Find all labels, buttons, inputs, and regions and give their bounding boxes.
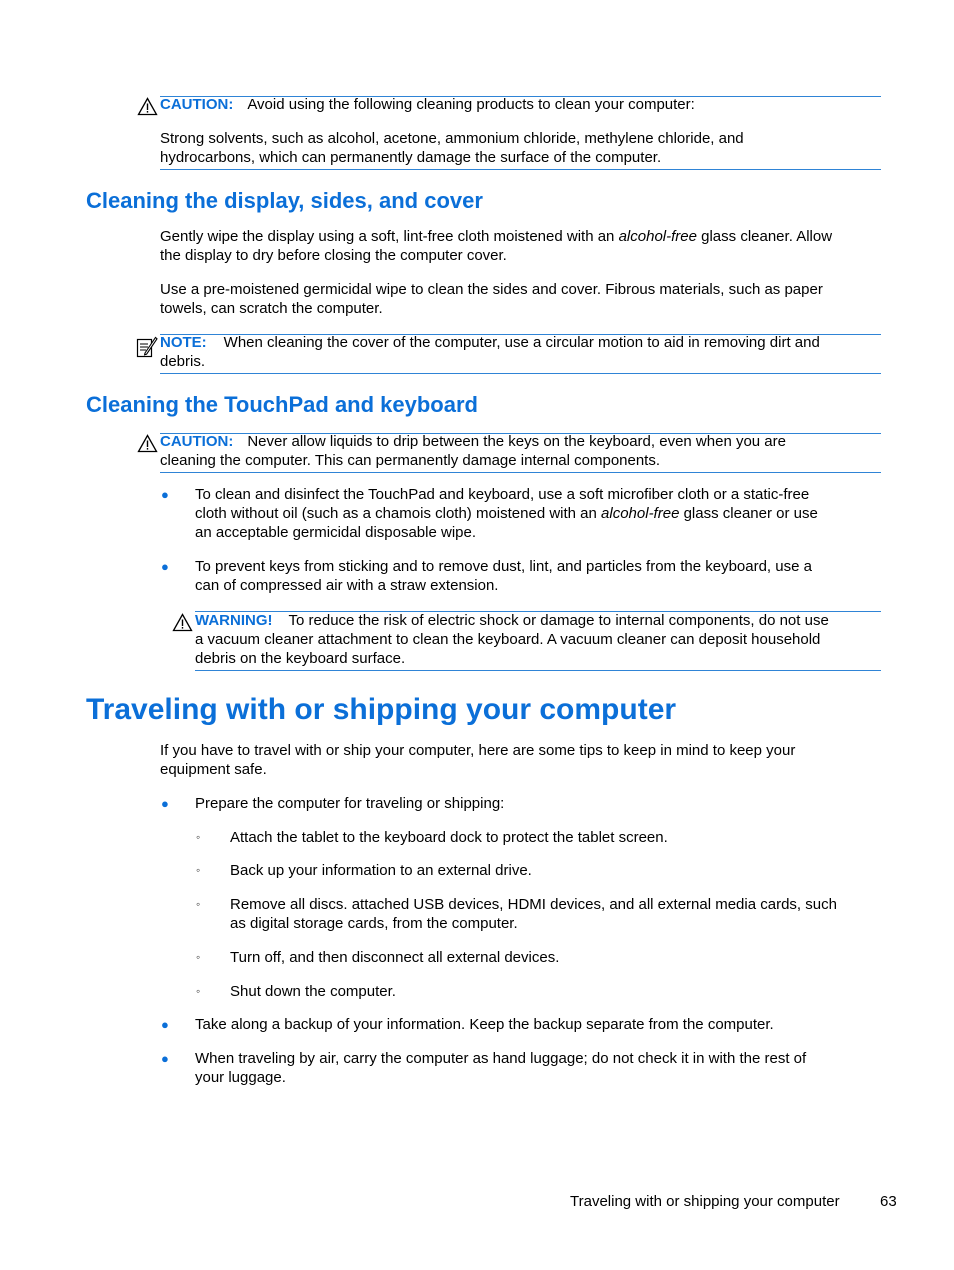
paragraph-wipe-display: Gently wipe the display using a soft, lint-free cloth moistened with an alcohol-free glass cleaner. Allow the display to dry before closing the computer cover.: [160, 228, 833, 264]
caution-text: CAUTION: Never allow liquids to drip between the keys on the keyboard, even when you are cleaning the computer. This can permanently damage internal components.: [160, 433, 786, 469]
list-item-compressed-air: To prevent keys from sticking and to remove dust, lint, and particles from the keyboard, use a can of compressed air with a straw extension.: [195, 558, 812, 594]
caution-label: CAUTION:: [160, 433, 234, 450]
note-icon: [136, 335, 158, 359]
list-item-disinfect: To clean and disinfect the TouchPad and keyboard, use a soft microfiber cloth or a static-free cloth without oil (such as a chamois cloth) moistened with an alcohol-free glass cleaner or use an acceptable germicidal disposable wipe.: [195, 486, 818, 541]
sub-bullet-icon: ◦: [196, 984, 201, 998]
sub-bullet-icon: ◦: [196, 830, 201, 844]
warning-bottom-rule: [195, 670, 881, 671]
footer-title: Traveling with or shipping your computer: [570, 1193, 840, 1210]
caution-icon: [137, 434, 158, 453]
note-label: NOTE:: [160, 334, 207, 351]
sub-list-item: Back up your information to an external drive.: [230, 862, 532, 879]
paragraph-intro: If you have to travel with or ship your computer, here are some tips to keep in mind to keep your equipment safe.: [160, 742, 796, 778]
section-heading-touchpad: Cleaning the TouchPad and keyboard: [86, 392, 478, 417]
warning-label: WARNING!: [195, 612, 273, 629]
bullet-icon: ●: [161, 796, 169, 811]
list-item-air-travel: When traveling by air, carry the computer as hand luggage; do not check it in with the rest of your luggage.: [195, 1050, 807, 1086]
paragraph-germicidal-wipe: Use a pre-moistened germicidal wipe to clean the sides and cover. Fibrous materials, such as paper towels, can scratch the computer.: [160, 281, 823, 317]
list-item-prepare: Prepare the computer for traveling or shipping:: [195, 795, 505, 812]
caution-body-line: Strong solvents, such as alcohol, acetone, ammonium chloride, methylene chloride, and: [160, 130, 744, 147]
warning-icon: [172, 613, 193, 632]
section-heading-display: Cleaning the display, sides, and cover: [86, 188, 483, 213]
sub-list-item: Shut down the computer.: [230, 983, 396, 1000]
sub-bullet-icon: ◦: [196, 897, 201, 911]
sub-list-item: Turn off, and then disconnect all external devices.: [230, 949, 560, 966]
caution-body: [160, 129, 744, 167]
bullet-icon: ●: [161, 559, 169, 574]
bullet-icon: ●: [161, 1017, 169, 1032]
caution-text: Avoid using the following cleaning products to clean your computer:: [247, 96, 695, 113]
caution-bottom-rule: [160, 472, 881, 473]
list-item-backup: Take along a backup of your information. Keep the backup separate from the computer.: [195, 1016, 774, 1033]
bullet-icon: ●: [161, 1051, 169, 1066]
warning-text: WARNING! To reduce the risk of electric shock or damage to internal components, do not use a vacuum cleaner attachment to clean the keyboard. A vacuum cleaner can deposit household debris on the keyboard surface.: [195, 612, 829, 667]
page-number: 63: [880, 1193, 897, 1210]
note-bottom-rule: [160, 373, 881, 374]
caution-bottom-rule: [160, 169, 881, 170]
caution-icon: [137, 97, 158, 116]
caution-label: CAUTION:: [160, 96, 234, 113]
chapter-heading: Traveling with or shipping your computer: [86, 693, 677, 726]
caution-body-line: hydrocarbons, which can permanently damage the surface of the computer.: [160, 149, 662, 166]
bullet-icon: ●: [161, 487, 169, 502]
sub-list-item: Attach the tablet to the keyboard dock to protect the tablet screen.: [230, 829, 668, 846]
note-text: NOTE: When cleaning the cover of the computer, use a circular motion to aid in removing dirt and debris.: [160, 334, 820, 370]
caution-line: [160, 95, 695, 114]
sub-list-item: Remove all discs. attached USB devices, HDMI devices, and all external media cards, such as digital storage cards, from the computer.: [230, 896, 837, 932]
emphasis-alcohol-free: alcohol-free: [601, 505, 680, 522]
emphasis-alcohol-free: alcohol-free: [618, 228, 697, 245]
sub-bullet-icon: ◦: [196, 950, 201, 964]
sub-bullet-icon: ◦: [196, 863, 201, 877]
